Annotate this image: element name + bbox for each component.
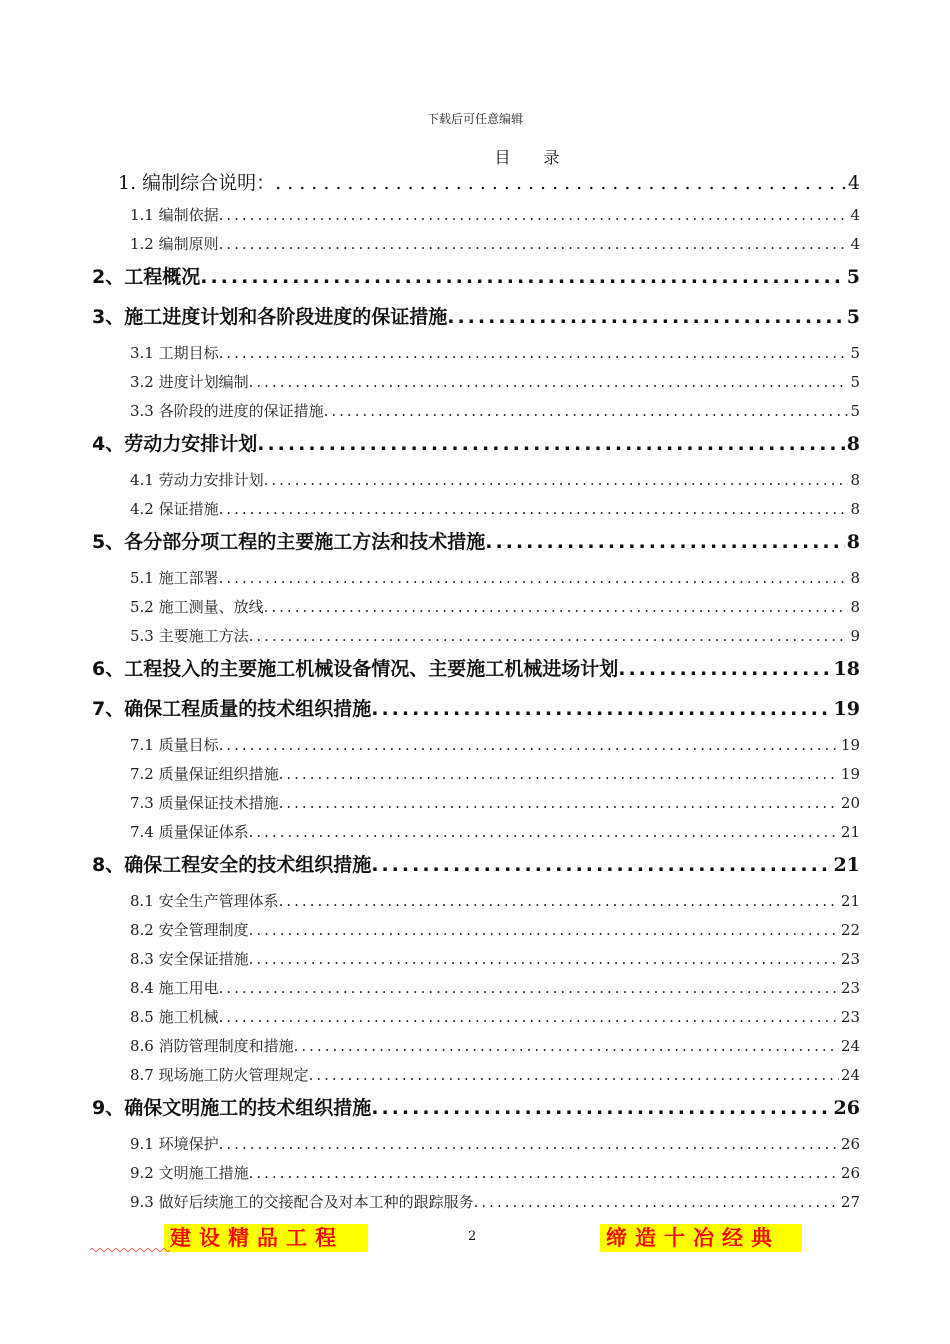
- spellcheck-squiggle: [90, 1247, 170, 1253]
- toc-dot-leader: [264, 471, 849, 489]
- toc-dot-leader: [219, 736, 839, 754]
- toc-entry-label: 3、施工进度计划和各阶段进度的保证措施: [92, 306, 448, 328]
- toc-entry-label: 5.1 施工部署: [130, 569, 219, 587]
- toc-entry-page: 5: [846, 266, 860, 288]
- toc-dot-leader: [200, 266, 845, 288]
- toc-entry-label: 8.3 安全保证措施: [130, 950, 249, 968]
- toc-dot-leader: [249, 921, 839, 939]
- toc-dot-leader: [249, 1164, 839, 1182]
- toc-entry-label: 1.1 编制依据: [130, 206, 219, 224]
- toc-entry-label: 8.7 现场施工防火管理规定: [130, 1066, 309, 1084]
- toc-entry[interactable]: [92, 919, 860, 948]
- toc-entry-label: 4.1 劳动力安排计划: [130, 471, 264, 489]
- toc-entry[interactable]: [92, 948, 860, 977]
- toc-entry-label: 5、各分部分项工程的主要施工方法和技术措施: [92, 531, 486, 553]
- toc-entry-page: 5: [850, 402, 860, 420]
- toc-entry-page: 8: [850, 471, 860, 489]
- toc-dot-leader: [618, 658, 831, 680]
- toc-entry-page: 22: [840, 921, 860, 939]
- toc-entry-label: 2、工程概况: [92, 266, 201, 288]
- toc-entry[interactable]: [92, 567, 860, 596]
- toc-entry-label: 1. 编制综合说明：: [118, 172, 276, 194]
- toc-entry-page: 4: [847, 172, 860, 194]
- toc-entry[interactable]: [92, 1191, 860, 1220]
- toc-entry-page: 4: [850, 235, 860, 253]
- toc-dot-leader: [219, 206, 849, 224]
- toc-entry-page: 8: [846, 531, 860, 553]
- toc-entry-label: 5.3 主要施工方法: [130, 627, 249, 645]
- toc-dot-leader: [474, 1193, 839, 1211]
- toc-entry[interactable]: [92, 654, 860, 694]
- toc-entry-label: 7、确保工程质量的技术组织措施: [92, 698, 372, 720]
- toc-dot-leader: [219, 235, 849, 253]
- toc-dot-leader: [219, 1008, 839, 1026]
- toc-entry[interactable]: [92, 694, 860, 734]
- toc-entry-page: 19: [840, 736, 860, 754]
- toc-dot-leader: [275, 172, 846, 194]
- toc-entry-page: 4: [850, 206, 860, 224]
- toc-entry-label: 8.1 安全生产管理体系: [130, 892, 279, 910]
- toc-entry-label: 3.3 各阶段的进度的保证措施: [130, 402, 324, 420]
- toc-entry[interactable]: [92, 204, 860, 233]
- toc-entry-page: 26: [833, 1097, 860, 1119]
- toc-entry[interactable]: [92, 977, 860, 1006]
- toc-dot-leader: [371, 698, 831, 720]
- toc-entry-page: 26: [840, 1135, 860, 1153]
- toc-entry[interactable]: [92, 821, 860, 850]
- toc-dot-leader: [219, 1135, 839, 1153]
- toc-entry[interactable]: [92, 469, 860, 498]
- toc-entry[interactable]: [92, 734, 860, 763]
- toc-entry[interactable]: [92, 168, 860, 204]
- toc-entry[interactable]: [92, 1162, 860, 1191]
- toc-entry[interactable]: [92, 527, 860, 567]
- toc-dot-leader: [219, 569, 849, 587]
- toc-entry[interactable]: [92, 1093, 860, 1133]
- toc-entry[interactable]: [92, 1133, 860, 1162]
- toc-entry[interactable]: [92, 1006, 860, 1035]
- page-number: 2: [468, 1229, 477, 1244]
- toc-entry[interactable]: [92, 625, 860, 654]
- toc-dot-leader: [249, 373, 849, 391]
- toc-entry-label: 8.6 消防管理制度和措施: [130, 1037, 294, 1055]
- toc-entry-label: 8.5 施工机械: [130, 1008, 219, 1026]
- toc-entry[interactable]: [92, 498, 860, 527]
- toc-entry-label: 6、工程投入的主要施工机械设备情况、主要施工机械进场计划: [92, 658, 619, 680]
- toc-dot-leader: [485, 531, 845, 553]
- toc-entry-page: 19: [840, 765, 860, 783]
- toc-entry-label: 7.3 质量保证技术措施: [130, 794, 279, 812]
- toc-entry-page: 8: [846, 433, 860, 455]
- toc-entry-page: 18: [833, 658, 860, 680]
- toc-entry-page: 9: [850, 627, 860, 645]
- toc-entry[interactable]: [92, 1064, 860, 1093]
- toc-dot-leader: [257, 433, 845, 455]
- toc-dot-leader: [219, 500, 849, 518]
- toc-entry[interactable]: [92, 890, 860, 919]
- toc-dot-leader: [279, 765, 839, 783]
- toc-dot-leader: [371, 854, 831, 876]
- toc-dot-leader: [294, 1037, 839, 1055]
- toc-entry-label: 9、确保文明施工的技术组织措施: [92, 1097, 372, 1119]
- table-of-contents: [92, 168, 860, 1220]
- toc-entry[interactable]: [92, 371, 860, 400]
- toc-dot-leader: [279, 892, 839, 910]
- toc-entry-label: 8.4 施工用电: [130, 979, 219, 997]
- toc-dot-leader: [371, 1097, 831, 1119]
- toc-dot-leader: [279, 794, 839, 812]
- toc-entry[interactable]: [92, 596, 860, 625]
- footer-slogan-left: 建设精品工程: [164, 1224, 368, 1252]
- toc-dot-leader: [447, 306, 845, 328]
- toc-entry-page: 8: [850, 569, 860, 587]
- toc-entry[interactable]: [92, 302, 860, 342]
- toc-entry[interactable]: [92, 233, 860, 262]
- toc-entry-label: 7.2 质量保证组织措施: [130, 765, 279, 783]
- header-note: 下载后可任意编辑: [426, 112, 523, 126]
- toc-entry[interactable]: [92, 429, 860, 469]
- toc-entry-label: 4.2 保证措施: [130, 500, 219, 518]
- toc-dot-leader: [309, 1066, 839, 1084]
- toc-entry-label: 3.1 工期目标: [130, 344, 219, 362]
- toc-entry[interactable]: [92, 792, 860, 821]
- toc-entry-page: 5: [846, 306, 860, 328]
- toc-entry-page: 21: [840, 892, 860, 910]
- toc-entry-label: 7.1 质量目标: [130, 736, 219, 754]
- footer-slogan-right: 缔造十冶经典: [600, 1224, 802, 1252]
- toc-entry-page: 20: [840, 794, 860, 812]
- toc-entry-label: 8、确保工程安全的技术组织措施: [92, 854, 372, 876]
- toc-entry-page: 23: [840, 1008, 860, 1026]
- toc-entry-page: 8: [850, 500, 860, 518]
- toc-dot-leader: [264, 598, 849, 616]
- toc-entry-page: 5: [850, 373, 860, 391]
- toc-entry-page: 5: [850, 344, 860, 362]
- toc-dot-leader: [249, 627, 849, 645]
- toc-entry-label: 9.2 文明施工措施: [130, 1164, 249, 1182]
- toc-entry[interactable]: [92, 262, 860, 302]
- toc-dot-leader: [324, 402, 849, 420]
- toc-entry-page: 23: [840, 950, 860, 968]
- toc-entry[interactable]: [92, 850, 860, 890]
- toc-dot-leader: [219, 979, 839, 997]
- toc-dot-leader: [249, 823, 839, 841]
- toc-entry-page: 8: [850, 598, 860, 616]
- toc-entry-page: 24: [840, 1037, 860, 1055]
- toc-entry-page: 21: [833, 854, 860, 876]
- toc-entry-label: 8.2 安全管理制度: [130, 921, 249, 939]
- toc-entry-page: 27: [840, 1193, 860, 1211]
- toc-entry-label: 3.2 进度计划编制: [130, 373, 249, 391]
- toc-entry-page: 26: [840, 1164, 860, 1182]
- toc-entry-page: 19: [833, 698, 860, 720]
- toc-entry-label: 4、劳动力安排计划: [92, 433, 258, 455]
- toc-entry-page: 23: [840, 979, 860, 997]
- toc-entry-label: 9.1 环境保护: [130, 1135, 219, 1153]
- toc-entry-label: 7.4 质量保证体系: [130, 823, 249, 841]
- toc-dot-leader: [249, 950, 839, 968]
- toc-dot-leader: [219, 344, 849, 362]
- toc-entry[interactable]: [92, 763, 860, 792]
- toc-entry-label: 1.2 编制原则: [130, 235, 219, 253]
- toc-entry-page: 21: [840, 823, 860, 841]
- toc-entry-page: 24: [840, 1066, 860, 1084]
- toc-entry-label: 5.2 施工测量、放线: [130, 598, 264, 616]
- toc-entry[interactable]: [92, 1035, 860, 1064]
- toc-entry[interactable]: [92, 400, 860, 429]
- toc-entry-label: 9.3 做好后续施工的交接配合及对本工种的跟踪服务: [130, 1193, 474, 1211]
- toc-entry[interactable]: [92, 342, 860, 371]
- toc-title: 目 录: [494, 148, 574, 167]
